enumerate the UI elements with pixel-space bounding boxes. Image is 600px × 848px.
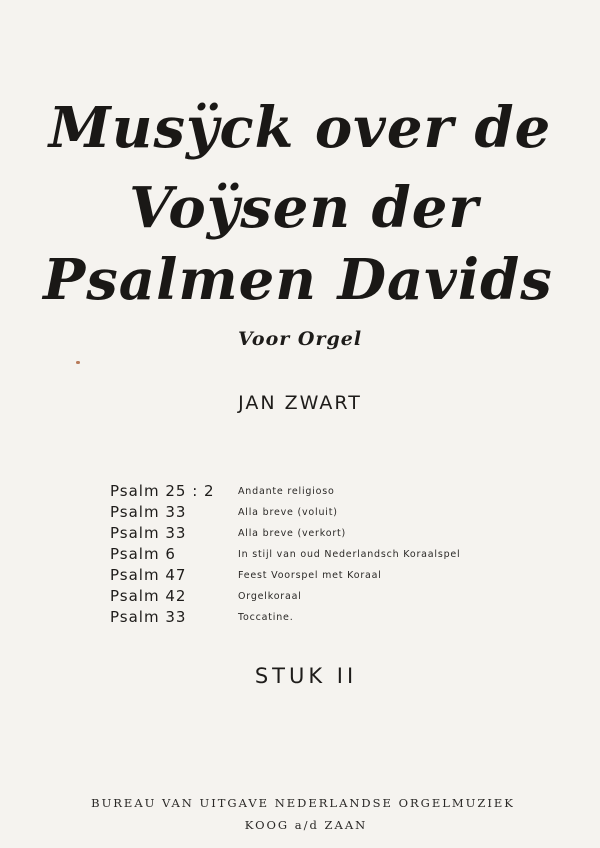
part-label: STUK II bbox=[254, 664, 358, 688]
psalm-row bbox=[110, 503, 550, 524]
paper-speck bbox=[76, 361, 80, 364]
psalm-description: Andante religioso bbox=[238, 486, 335, 497]
psalm-list bbox=[110, 482, 550, 629]
psalm-number: Psalm 47 bbox=[110, 566, 187, 584]
psalm-description: Alla breve (verkort) bbox=[238, 528, 347, 539]
publisher-place: KOOG a/d ZAAN bbox=[244, 818, 368, 832]
subtitle: Voor Orgel bbox=[237, 328, 363, 350]
psalm-row bbox=[110, 482, 550, 503]
title-line-3: Psalmen Davids bbox=[43, 247, 553, 313]
psalm-number: Psalm 33 bbox=[110, 503, 187, 521]
psalm-description: Toccatine. bbox=[238, 612, 294, 623]
psalm-description: Feest Voorspel met Koraal bbox=[238, 570, 382, 581]
psalm-row bbox=[110, 608, 550, 629]
psalm-description: Alla breve (voluit) bbox=[238, 507, 338, 518]
psalm-row bbox=[110, 524, 550, 545]
title-line-2: Voÿsen der bbox=[129, 175, 479, 241]
psalm-description: Orgelkoraal bbox=[238, 591, 302, 602]
psalm-row bbox=[110, 545, 550, 566]
psalm-number: Psalm 25 : 2 bbox=[110, 482, 215, 500]
publisher-name: BUREAU VAN UITGAVE NEDERLANDSE ORGELMUZIEK bbox=[91, 796, 515, 810]
title-line-1: Musÿck over de bbox=[48, 95, 552, 161]
psalm-number: Psalm 42 bbox=[110, 587, 187, 605]
composer-name: JAN ZWART bbox=[238, 392, 362, 414]
psalm-row bbox=[110, 587, 550, 608]
psalm-description: In stijl van oud Nederlandsch Koraalspel bbox=[238, 549, 461, 560]
psalm-number: Psalm 6 bbox=[110, 545, 176, 563]
psalm-row bbox=[110, 566, 550, 587]
psalm-number: Psalm 33 bbox=[110, 524, 187, 542]
psalm-number: Psalm 33 bbox=[110, 608, 187, 626]
